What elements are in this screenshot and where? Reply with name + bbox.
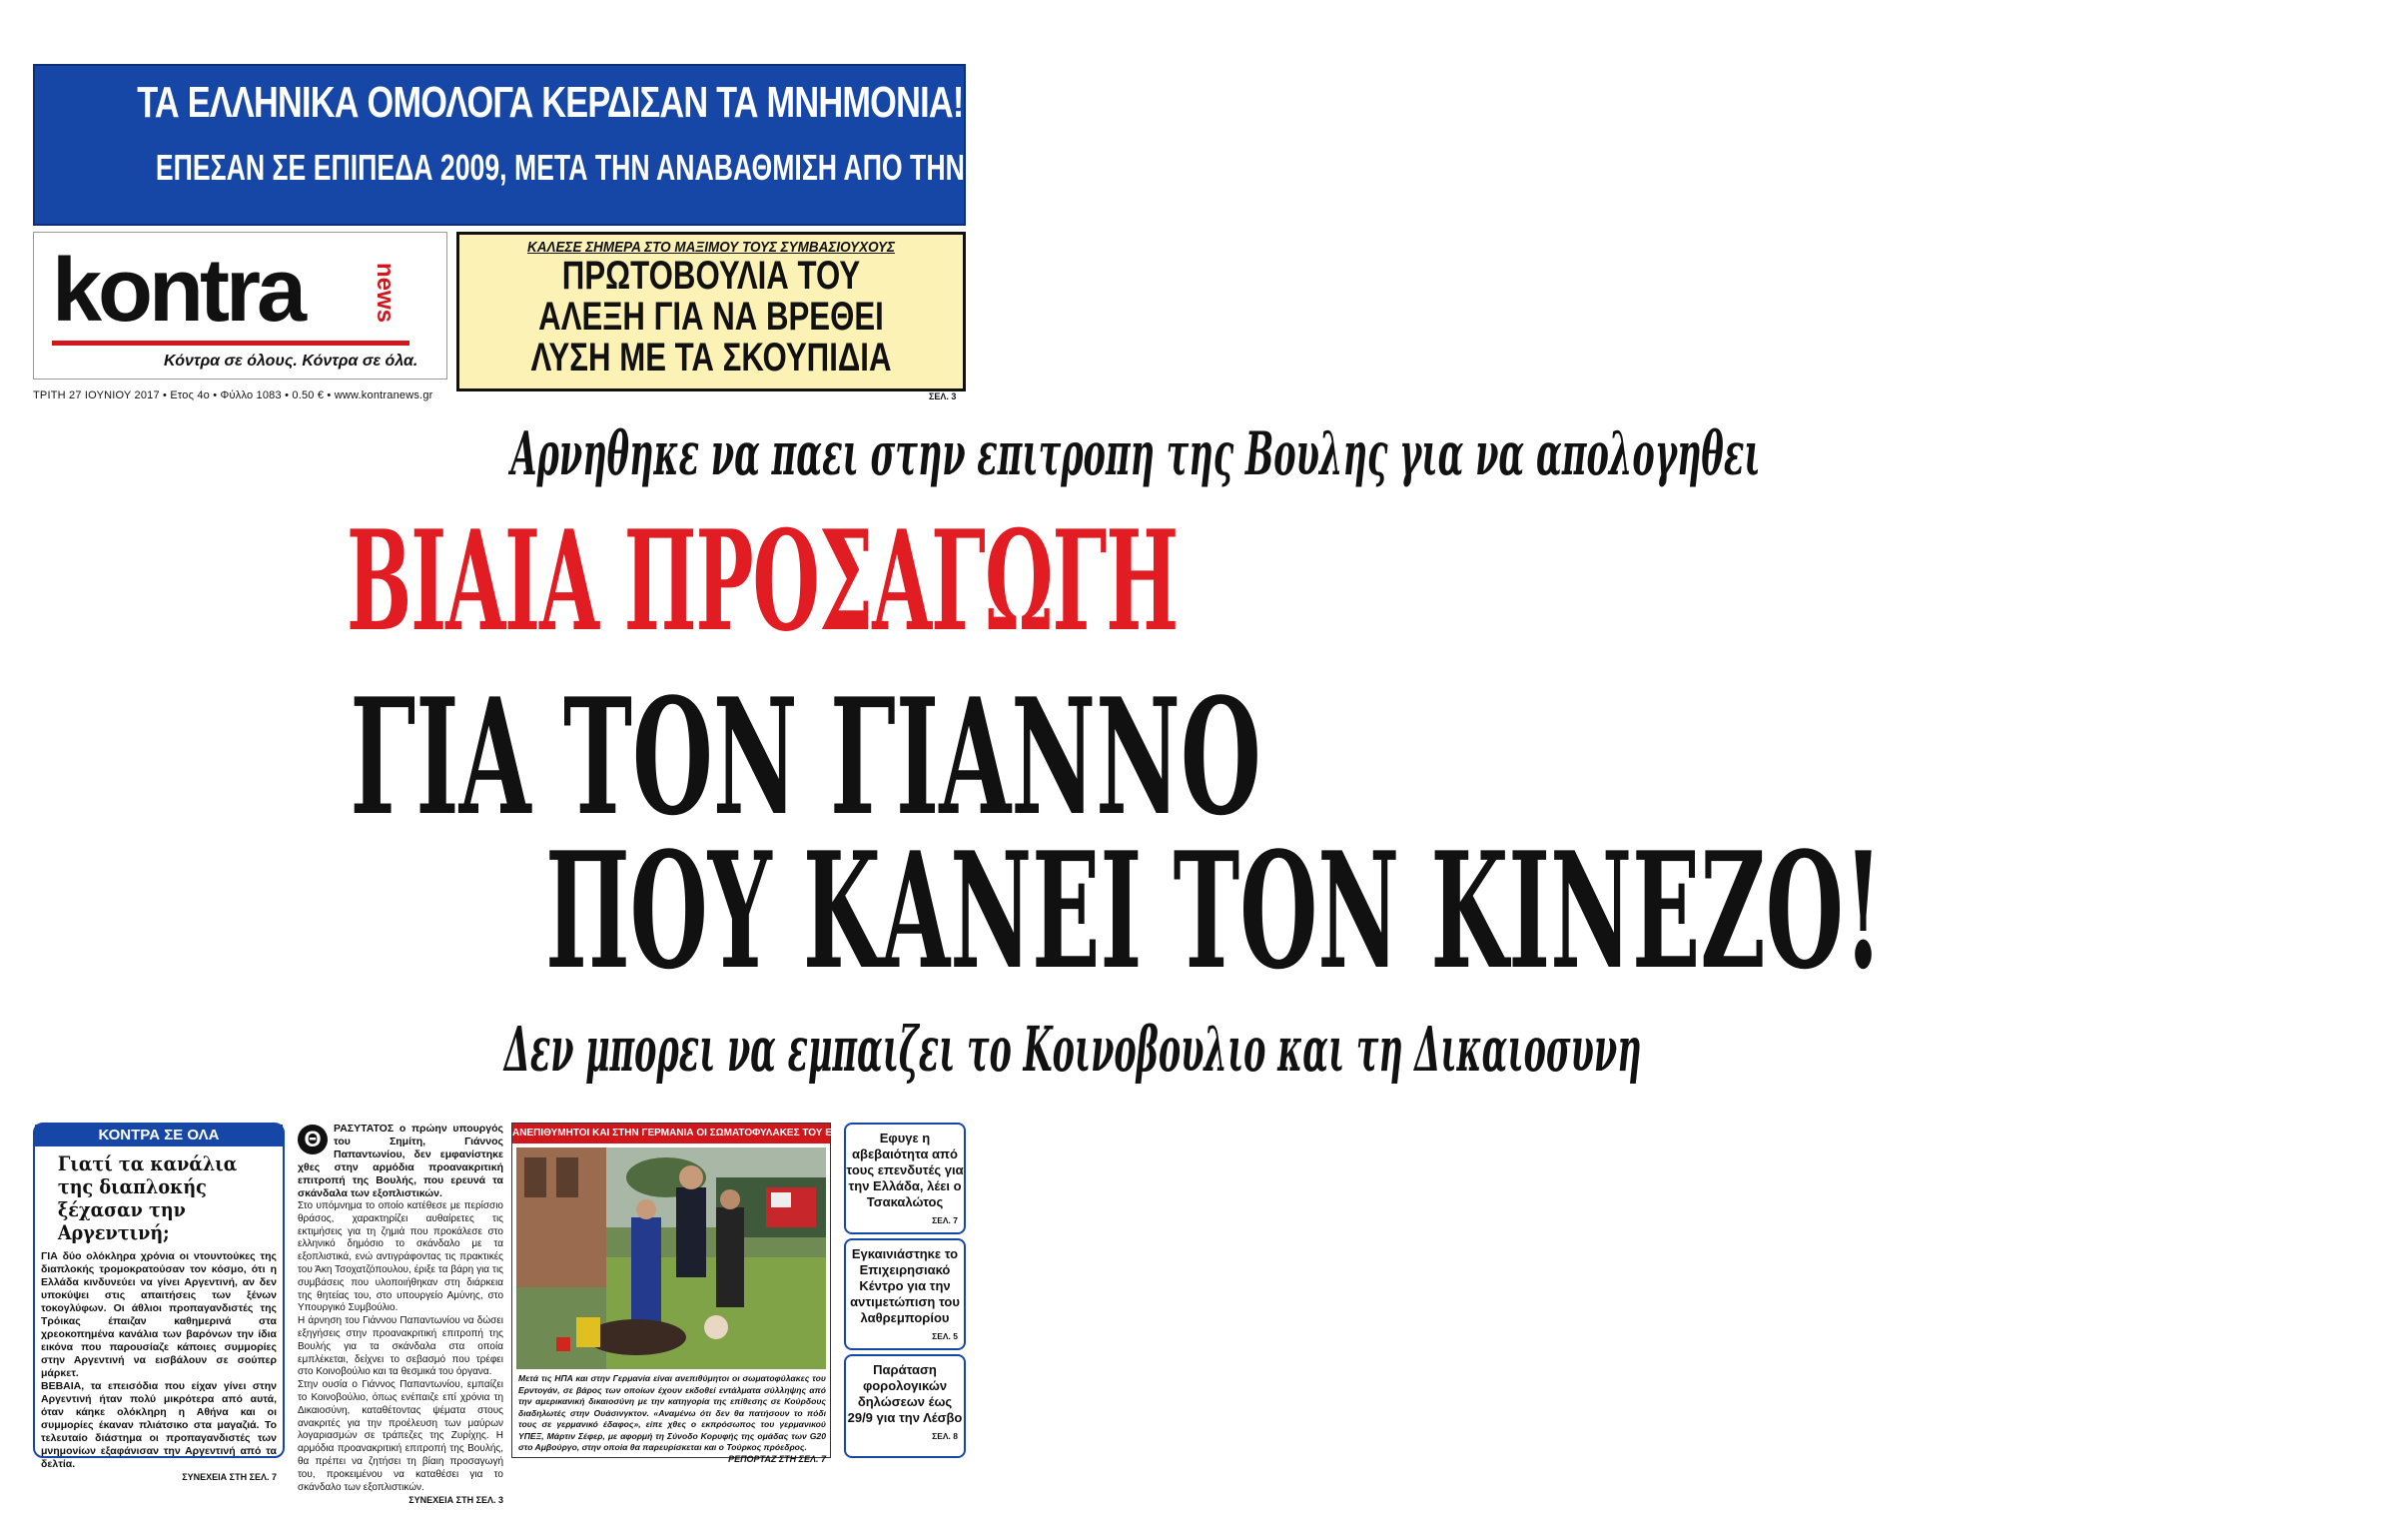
banner-subheadline: ΕΠΕΣΑΝ ΣΕ ΕΠΙΠΕΔΑ 2009, ΜΕΤΑ ΤΗΝ ΑΝΑΒΑΘΜΙΣΗ ΑΠΟ ΤΗΝ MOODY’S (155, 147, 1099, 188)
logo-rule (52, 341, 409, 346)
main-headline-line2-text: ΓΙΑ ΤΟΝ ΓΙΑΝΝΟ (350, 663, 1261, 851)
logo-suffix: news (372, 263, 399, 324)
opinion-continued[interactable]: ΣΥΝΕΧΕΙΑ ΣΤΗ ΣΕΛ. 7 (182, 1472, 277, 1482)
brief-page: ΣΕΛ. 5 (932, 1331, 958, 1341)
dateline: ΤΡΙΤΗ 27 ΙΟΥΝΙΟΥ 2017 • Ετος 4ο • Φύλλο 1083 • 0.50 € • www.kontranews.gr (33, 389, 433, 401)
top-story-headline-line2: ΑΛΕΞΗ ΓΙΑ ΝΑ ΒΡΕΘΕΙ (538, 295, 884, 339)
article-continued[interactable]: ΣΥΝΕΧΕΙΑ ΣΤΗ ΣΕΛ. 3 (408, 1495, 503, 1506)
brief-item[interactable] (844, 1123, 966, 1234)
top-story-page: ΣΕΛ. 3 (929, 391, 957, 401)
top-story-headline-line1: ΠΡΩΤΟΒΟΥΛΙΑ ΤΟΥ (561, 254, 861, 298)
opinion-title: Γιατί τα κανάλια της διαπλοκής ξέχασαν την Αργεντινή; (57, 1151, 238, 1244)
opinion-paragraph: ΒΕΒΑΙΑ, τα επεισόδια που είχαν γίνει στην Αργεντινή ήταν πολύ μικρότερα από αυτά, όταν κάηκε ολόκληρη η Αθήνα και οι συμμορίες έκαναν πλιάτσικο στα μαγαζιά. Το τελευταίο διάστημα οι προπαγανδιστές των μνημονίων εξαφάνισαν την Αργεντινή από τα δελτία. (41, 1380, 277, 1470)
photo-caption-text: Μετά τις ΗΠΑ και στην Γερμανία είναι ανεπιθύμητοι οι σωματοφύλακες του Ερντογάν, σε βάρος των οποίων έχουν εκδοθεί εντάλματα σύλληψης από την αμερικανική δικαιοσύνη με την κατηγορία της επίθεσης σε Κούρδους διαδηλωτές στην Ουάσινγκτον. «Αναμένω ότι δεν θα πατήσουν το πόδι τους σε γερμανικό έδαφος», είπε χθες ο εκπρόσωπος του γερμανικού ΥΠΕΞ, Μάρτιν Σέφερ, με αφορμή τη Σύνοδο Κορυφής της ομάδας των G20 στο Αμβούργο, στην οποία θα παρευρίσκεται και ο Τούρκος πρόεδρος. (518, 1373, 826, 1452)
top-story-headline-line3: ΛΥΣΗ ΜΕ ΤΑ ΣΚΟΥΠΙΔΙΑ (530, 336, 892, 380)
main-article (298, 1123, 503, 1507)
top-banner (33, 64, 1099, 226)
brief-text: Παράταση φορολογικών δηλώσεων έως 29/9 για την Λέσβο (847, 1362, 963, 1425)
brief-text: Εφυγε η αβεβαιότητα από τους επενδυτές για την Ελλάδα, λέει ο Τσακαλώτος (846, 1131, 964, 1209)
main-kicker (20, 419, 1761, 489)
slogan: Κόντρα σε όλους. Κόντρα σε όλα. (164, 353, 418, 370)
logo[interactable]: kontra (52, 241, 304, 341)
article-paragraph: Στην ουσία ο Γιάννος Παπαντωνίου, εμπαίζει το Κοινοβούλιο, όπως ενέπαιζε επί χρόνια τη Δικαιοσύνη, καταθέτοντας ψέματα στους ανακριτές για την προέλευση των μαύρων λογαριασμών σε τράπεζες της Ζυρίχης. Η αρμόδια προανακριτική επιτροπή της Βουλής, θα πρέπει να ζητήσει τη βίαιη προσαγωγή του, προκειμένου να καταθέσει για το σκάνδαλο των εξοπλιστικών. (298, 1379, 503, 1493)
main-subhead (20, 1013, 1642, 1086)
photo-story-page[interactable]: ΡΕΠΟΡΤΑΖ ΣΤΗ ΣΕΛ. 7 (728, 1453, 826, 1464)
photo-story-header: ΑΝΕΠΙΘΥΜΗΤΟΙ ΚΑΙ ΣΤΗΝ ΓΕΡΜΑΝΙΑ ΟΙ ΣΩΜΑΤΟΦΥΛΑΚΕΣ ΤΟΥ ΕΡΝΤΟΓΑΝ (512, 1124, 830, 1143)
main-subhead-text: Δεν μπορει να εμπαιζει το Κοινοβουλιο και τη Δικαιοσυνη (503, 1013, 1642, 1086)
opinion-paragraph: ΓΙΑ δύο ολόκληρα χρόνια οι ντουντούκες της διαπλοκής τρομοκρατούσαν τον κόσμο, ότι η Ελλάδα κινδυνεύει να γίνει Αργεντινή, αν δεν υποκύψει στις απαιτήσεις των ξένων τοκογλύφων. Οι άθλιοι προπαγανδιστές της Τρόικας έπαιζαν καθημερινά στα χρεοκοπημένα κανάλια των βαρόνων την ίδια εικόνα που παρουσίαζε κάποιες συμμορίες στην Αργεντινή να εισβάλουν σε σούπερ μάρκετ. (41, 1250, 277, 1379)
dropcap: Θ (298, 1125, 328, 1154)
photo-story[interactable] (511, 1123, 879, 1464)
banner-headline: ΤΑ ΕΛΛΗΝΙΚΑ ΟΜΟΛΟΓΑ ΚΕΡΔΙΣΑΝ ΤΑ ΜΝΗΜΟΝΙΑ! (137, 78, 964, 127)
opinion-column[interactable] (33, 1123, 285, 1482)
article-lead: ΡΑΣΥΤΑΤΟΣ ο πρώην υπουργός του Σημίτη, Γιάννος Παπαντωνίου, δεν εμφανίστηκε χθες στην αρμόδια προανακριτική επιτροπή της Βουλής, που ερευνά τα σκάνδαλα των εξοπλιστικών. (298, 1123, 503, 1199)
photo-caption (518, 1373, 826, 1465)
top-story-box[interactable] (456, 232, 966, 391)
article-paragraph: Η άρνηση του Γιάννου Παπαντωνίου να δώσει εξηγήσεις στην προανακριτική επιτροπή της Βουλής για τα σκάνδαλα στα οποία εμπλέκεται, δείχνει το σεβασμό που τρέφει στο Κοινοβούλιο και τα θεσμικά του όργανα. (298, 1315, 503, 1378)
main-headline-red-text: ΒΙΑΙΑ ΠΡΟΣΑΓΩΓΗ (346, 499, 1179, 662)
main-headline-line3[interactable] (20, 817, 1884, 1005)
masthead (33, 232, 447, 380)
main-kicker-text: Αρνηθηκε να παει στην επιτροπη της Βουλης για να απολογηθει (510, 419, 1761, 489)
top-story-kicker: ΚΑΛΕΣΕ ΣΗΜΕΡΑ ΣΤΟ ΜΑΞΙΜΟΥ ΤΟΥΣ ΣΥΜΒΑΣΙΟΥΧΟΥΣ (526, 239, 896, 256)
brief-item[interactable] (844, 1238, 966, 1350)
main-headline-line3-text: ΠΟΥ ΚΑΝΕΙ ΤΟΝ ΚΙΝΕΖΟ! (545, 817, 1884, 1005)
main-headline-red[interactable] (20, 499, 1179, 662)
brief-item[interactable] (844, 1354, 966, 1458)
brief-page: ΣΕΛ. 7 (932, 1215, 958, 1225)
news-photo[interactable] (516, 1147, 826, 1369)
article-paragraph: Στο υπόμνημα το οποίο κατέθεσε με περίσσιο θράσος, χαρακτηρίζει αυθαίρετες τις εκτιμήσεις για τη ζημιά που προκάλεσε στο ελληνικό δημόσιο το σκάνδαλο με τα εξοπλιστικά, ενώ αντιγράφοντας τις πρακτικές του Άκη Τσοχατζόπουλου, έριξε τα βάρη για τις συμβάσεις που υλοποιήθηκαν στη διάρκεια της θητείας του, στο υπουργείο Αμύνης, στο Υπουργικό Συμβούλιο. (298, 1200, 503, 1314)
opinion-header: ΚΟΝΤΡΑ ΣΕ ΟΛΑ (35, 1125, 283, 1146)
brief-text: Εγκαινιάστηκε το Επιχειρησιακό Κέντρο για την αντιμετώπιση του λαθρεμπορίου (850, 1246, 960, 1325)
brief-page: ΣΕΛ. 8 (932, 1431, 958, 1441)
opinion-body (35, 1244, 283, 1484)
